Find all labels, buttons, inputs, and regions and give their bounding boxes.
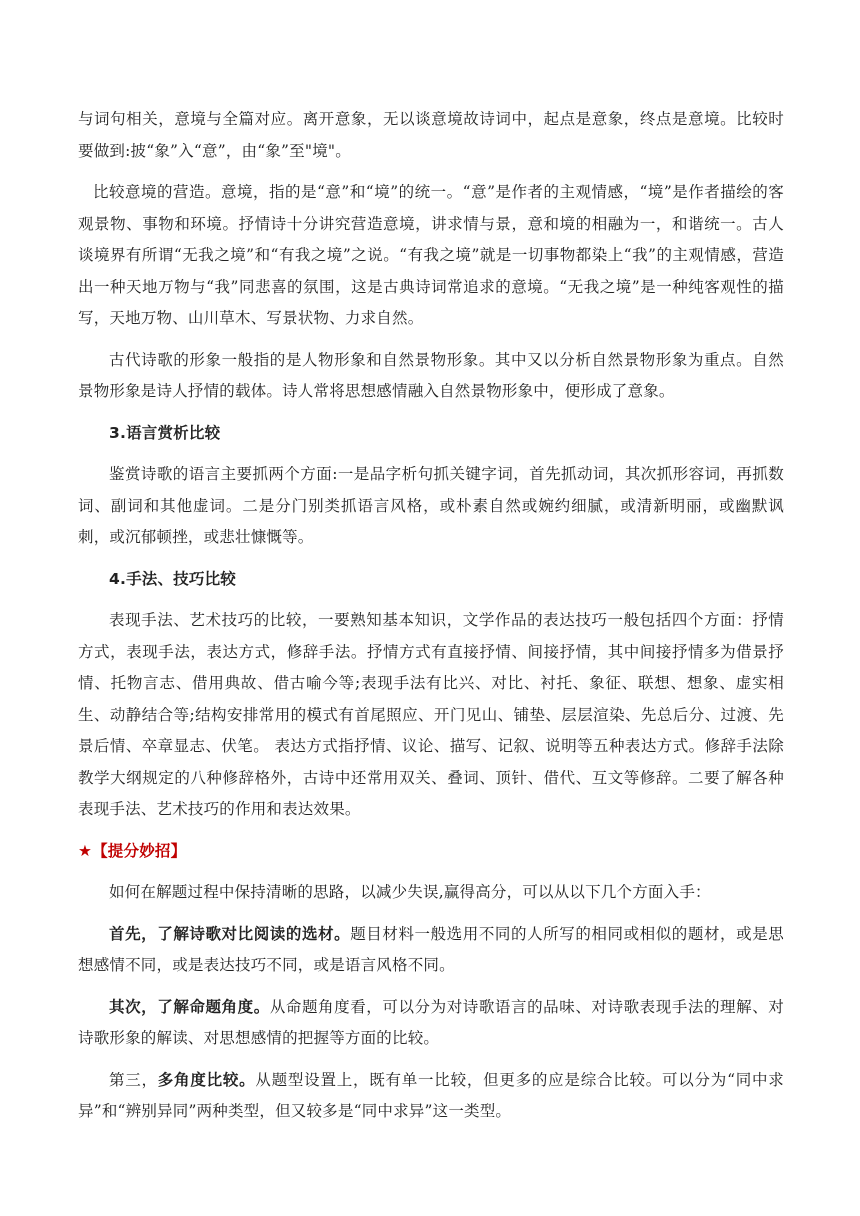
paragraph-techniques: 表现手法、艺术技巧的比较，一要熟知基本知识，文学作品的表达技巧一般包括四个方面：抒情方式，表现手法，表达方式，修辞手法。抒情方式有直接抒情、间接抒情，其中间接抒情多为借景抒情、托物言志、借用典故、借古喻今等;表现手法有比兴、对比、衬托、象征、联想、想象、虚实相生、动静结合等;结构安排常用的模式有首尾照应、开门见山、铺垫、层层渲染、先总后分、过渡、先景后情、卒章显志、伏笔。 表达方式指抒情、议论、描写、记叙、说明等五种表达方式。修辞手法除教学大纲规定的八种修辞格外，古诗中还常用双关、叠词、顶针、借代、互文等修辞。二要了解各种表现手法、艺术技巧的作用和表达效果。 — [78, 611, 784, 818]
paragraph-image-types: 古代诗歌的形象一般指的是人物形象和自然景物形象。其中又以分析自然景物形象为重点。自然景物形象是诗人抒情的载体。诗人常将思想感情融入自然景物形象中，便形成了意象。 — [78, 350, 784, 400]
paragraph-language-analysis: 鉴赏诗歌的语言主要抓两个方面:一是品字析句抓关键字词，首先抓动词，其次抓形容词，再抓数词、副词和其他虚词。二是分门别类抓语言风格，或朴素自然或婉约细腻，或清新明丽，或幽默讽刺，或沉郁顿挫，或悲壮慷慨等。 — [78, 465, 784, 546]
paragraph-yijing-construction: 比较意境的营造。意境，指的是“意”和“境”的统一。“意”是作者的主观情感，“境”是作者描绘的客观景物、事物和环境。抒情诗十分讲究营造意境，讲求情与景，意和境的相融为一，和谐统一。古人谈境界有所谓“无我之境”和“有我之境”之说。“有我之境”就是一切事物都染上“我”的主观情感，营造出一种天地万物与“我”同悲喜的氛围，这是古典诗词常追求的意境。“无我之境”是一种纯客观性的描写，天地万物、山川草木、写景状物、力求自然。 — [78, 183, 784, 327]
paragraph-tip-second — [78, 992, 784, 1055]
section-heading-language: 3.语言赏析比较 — [109, 423, 221, 442]
paragraph-tips-intro: 如何在解题过程中保持清晰的思路，以减少失误,赢得高分，可以从以下几个方面入手： — [109, 883, 711, 901]
paragraph-tip-third — [78, 1065, 784, 1128]
paragraph-yijing-intro: 与词句相关，意境与全篇对应。离开意象，无以谈意境故诗词中，起点是意象，终点是意境。比较时要做到:披“象”入“意”，由“象”至"境"。 — [78, 110, 784, 160]
tip-third-text: 从题型设置上，既有单一比较，但更多的应是综合比较。可以分为“同中求异”和“辨别异同”两种类型，但又较多是“同中求异”这一类型。 — [78, 1070, 784, 1120]
paragraph-tip-first — [78, 919, 784, 982]
section-heading-techniques: 4.手法、技巧比较 — [109, 569, 236, 588]
tip-third-label: 多角度比较。 — [157, 1070, 256, 1089]
tip-first-label: 首先，了解诗歌对比阅读的选材。 — [109, 924, 351, 943]
tip-second-label: 其次，了解命题角度。 — [109, 997, 270, 1016]
tips-title: 【提分妙招】 — [92, 841, 187, 860]
tip-second-text: 从命题角度看，可以分为对诗歌语言的品味、对诗歌表现手法的理解、对诗歌形象的解读、对思想感情的把握等方面的比较。 — [78, 997, 784, 1047]
tips-heading — [78, 836, 784, 868]
tip-first-text: 题目材料一般选用不同的人所写的相同或相似的题材，或是思想感情不同，或是表达技巧不同，或是语言风格不同。 — [78, 924, 784, 974]
document-body — [78, 104, 784, 1128]
star-icon: ★ — [78, 841, 93, 860]
tip-third-prefix: 第三， — [109, 1070, 158, 1089]
